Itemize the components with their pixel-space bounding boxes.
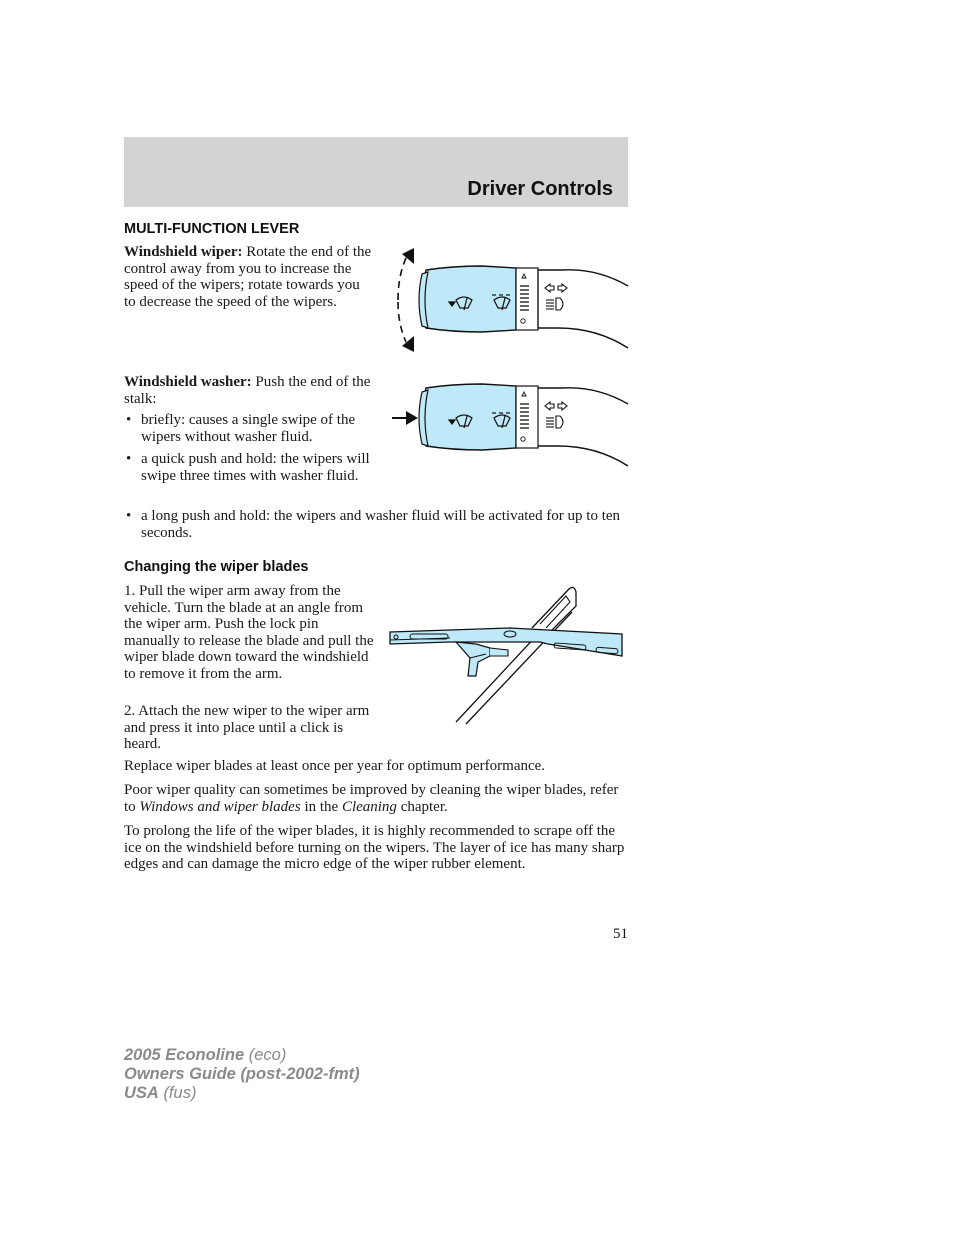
header-band bbox=[124, 137, 628, 207]
washer-text: Push the end of the stalk: bbox=[124, 374, 371, 407]
wiper-label: Windshield wiper: bbox=[124, 244, 243, 260]
page-title: Driver Controls bbox=[467, 178, 613, 200]
push-arrow-icon bbox=[392, 411, 418, 425]
washer-bullets-short bbox=[124, 412, 376, 490]
subsection-heading: Changing the wiper blades bbox=[124, 559, 309, 575]
wiper-blade-figure bbox=[390, 584, 624, 726]
wiper-paragraph bbox=[124, 244, 372, 310]
replace-paragraph: Replace wiper blades at least once per year for optimum performance. bbox=[124, 758, 546, 774]
quality-text: Poor wiper quality can sometimes be improved by cleaning the wiper blades, refer to bbox=[124, 782, 619, 815]
rotate-arrow-icon bbox=[398, 248, 414, 352]
headlamp-icon bbox=[546, 298, 563, 310]
step-2: 2. Attach the new wiper to the wiper arm and press it into place until a click is heard. bbox=[124, 703, 370, 753]
washer-bullets-long bbox=[124, 508, 628, 547]
footer-guide: Owners Guide (post-2002-fmt) bbox=[124, 1065, 360, 1083]
quality-text-end: chapter. bbox=[396, 798, 448, 815]
step-1: 1. Pull the wiper arm away from the vehicle. Turn the blade at an angle from the wiper arm. Push the lock pin manually to release the blade and pull the wiper blade down toward the windshield to remove it from the arm. bbox=[124, 583, 374, 682]
list-item: • a long push and hold: the wipers and washer fluid will be activated for up to ten seconds. bbox=[124, 508, 628, 541]
washer-label: Windshield washer: bbox=[124, 374, 252, 390]
wiper-rotate-figure bbox=[392, 248, 632, 352]
footer-market: USA bbox=[124, 1084, 159, 1102]
page-number: 51 bbox=[613, 926, 628, 942]
footer-model-code: (eco) bbox=[248, 1046, 287, 1064]
cross-reference-link: Windows and wiper blades bbox=[139, 798, 301, 815]
footer-market-code: (fus) bbox=[163, 1084, 197, 1102]
list-item: • a quick push and hold: the wipers will swipe three times with washer fluid. bbox=[124, 451, 376, 484]
ice-paragraph: To prolong the life of the wiper blades, it is highly recommended to scrape off the ice on the windshield before turning on the wipers. The layer of ice has many sharp edges and can damage the micro edge of the wiper rubber element. bbox=[124, 823, 625, 873]
washer-push-figure bbox=[392, 382, 632, 472]
wiper-text: Rotate the end of the control away from you to increase the speed of the wipers; rotate towards you to decrease the speed of the wipers. bbox=[124, 244, 372, 310]
document-footer bbox=[124, 1046, 360, 1103]
list-item: • briefly: causes a single swipe of the wipers without washer fluid. bbox=[124, 412, 376, 445]
footer-model: 2005 Econoline bbox=[124, 1046, 245, 1064]
washer-paragraph bbox=[124, 374, 374, 407]
section-heading: MULTI-FUNCTION LEVER bbox=[124, 221, 300, 237]
headlamp-icon bbox=[546, 416, 563, 428]
turn-signal-icon bbox=[545, 402, 567, 410]
chapter-reference: Cleaning bbox=[341, 798, 397, 815]
turn-signal-icon bbox=[545, 284, 567, 292]
quality-text-mid: in the bbox=[300, 798, 342, 815]
quality-paragraph bbox=[124, 782, 628, 815]
